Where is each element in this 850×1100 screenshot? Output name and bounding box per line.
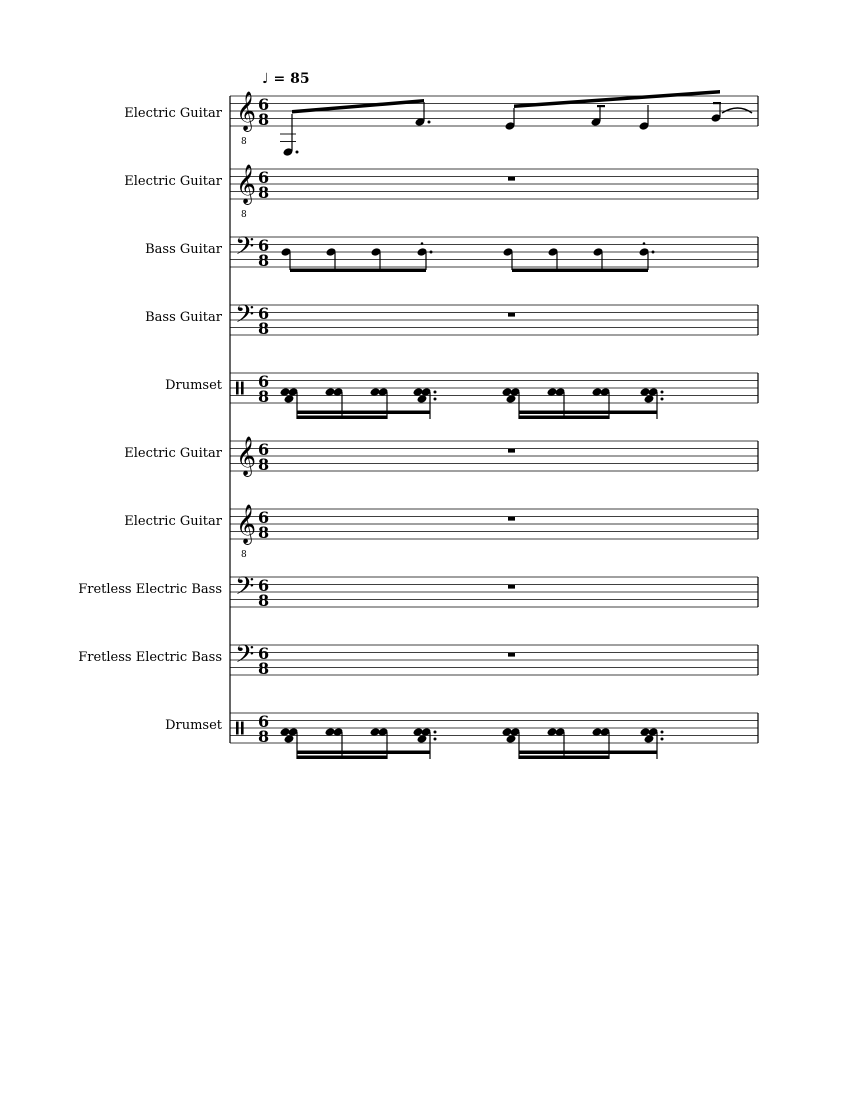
beam [519,411,657,415]
quarter-note-icon: ♩ [262,71,269,87]
whole-rest [508,517,515,521]
augmentation-dot [434,738,437,741]
augmentation-dot [661,738,664,741]
time-signature-numerator: 6 [258,508,270,527]
time-signature-denominator: 8 [258,659,270,678]
time-signature-denominator: 8 [258,387,270,406]
sixteenth-flag [713,102,721,104]
whole-rest [508,449,515,453]
treble-clef-icon: 𝄞 [236,504,257,544]
octave-eight-marker: 8 [241,137,247,147]
staff [230,90,758,157]
staff [230,504,758,560]
octave-eight-marker: 8 [241,210,247,220]
staff [230,712,758,759]
staccato-dot [421,242,424,245]
beam [514,90,720,108]
time-signature-denominator: 8 [258,319,270,338]
percussion-clef-icon [241,382,244,395]
time-signature-numerator: 6 [258,168,270,187]
beam [512,269,648,273]
augmentation-dot [661,391,664,394]
beam [297,416,387,420]
tie [722,108,752,113]
beam [297,411,430,415]
beam [519,416,609,420]
time-signature-denominator: 8 [258,183,270,202]
time-signature-denominator: 8 [258,727,270,746]
staff-label: Electric Guitar [124,514,222,529]
staff [230,436,758,477]
staff-label: Fretless Electric Bass [78,582,222,597]
beam [519,756,609,760]
staff [230,164,758,220]
augmentation-dot [430,251,433,254]
treble-clef-icon: 𝄞 [236,91,257,131]
time-signature-numerator: 6 [258,304,270,323]
percussion-clef-icon [236,722,239,735]
staff-label: Electric Guitar [124,446,222,461]
time-signature-numerator: 6 [258,712,270,731]
time-signature-numerator: 6 [258,236,270,255]
time-signature-numerator: 6 [258,440,270,459]
staff [230,232,758,272]
augmentation-dot [434,731,437,734]
staff [230,572,758,610]
beam [297,756,387,760]
staff-label: Drumset [165,718,222,733]
augmentation-dot [652,251,655,254]
whole-rest [508,177,515,181]
bass-clef-icon: 𝄢 [235,300,255,335]
time-signature-numerator: 6 [258,576,270,595]
octave-eight-marker: 8 [241,550,247,560]
sixteenth-flag [597,105,605,107]
augmentation-dot [428,121,431,124]
tempo-value: = 85 [273,71,310,87]
staff-label: Bass Guitar [145,310,222,325]
augmentation-dot [296,151,299,154]
treble-clef-icon: 𝄞 [236,164,257,204]
percussion-clef-icon [236,382,239,395]
time-signature-denominator: 8 [258,251,270,270]
staff [230,300,758,338]
staff-label: Electric Guitar [124,174,222,189]
time-signature-numerator: 6 [258,644,270,663]
time-signature-denominator: 8 [258,591,270,610]
augmentation-dot [434,398,437,401]
augmentation-dot [434,391,437,394]
whole-rest [508,585,515,589]
staccato-dot [643,242,646,245]
augmentation-dot [661,731,664,734]
staff-label: Bass Guitar [145,242,222,257]
time-signature-numerator: 6 [258,372,270,391]
percussion-clef-icon [241,722,244,735]
treble-clef-icon: 𝄞 [236,436,257,476]
staff [230,372,758,419]
staff-label: Electric Guitar [124,106,222,121]
whole-rest [508,653,515,657]
time-signature-numerator: 6 [258,95,270,114]
staff [230,640,758,678]
augmentation-dot [661,398,664,401]
staff-label: Fretless Electric Bass [78,650,222,665]
time-signature-denominator: 8 [258,110,270,129]
beam [290,269,426,273]
beam [297,751,430,755]
bass-clef-icon: 𝄢 [235,640,255,675]
staff-label: Drumset [165,378,222,393]
bass-clef-icon: 𝄢 [235,232,255,267]
time-signature-denominator: 8 [258,523,270,542]
whole-rest [508,313,515,317]
beam [519,751,657,755]
time-signature-denominator: 8 [258,455,270,474]
bass-clef-icon: 𝄢 [235,572,255,607]
